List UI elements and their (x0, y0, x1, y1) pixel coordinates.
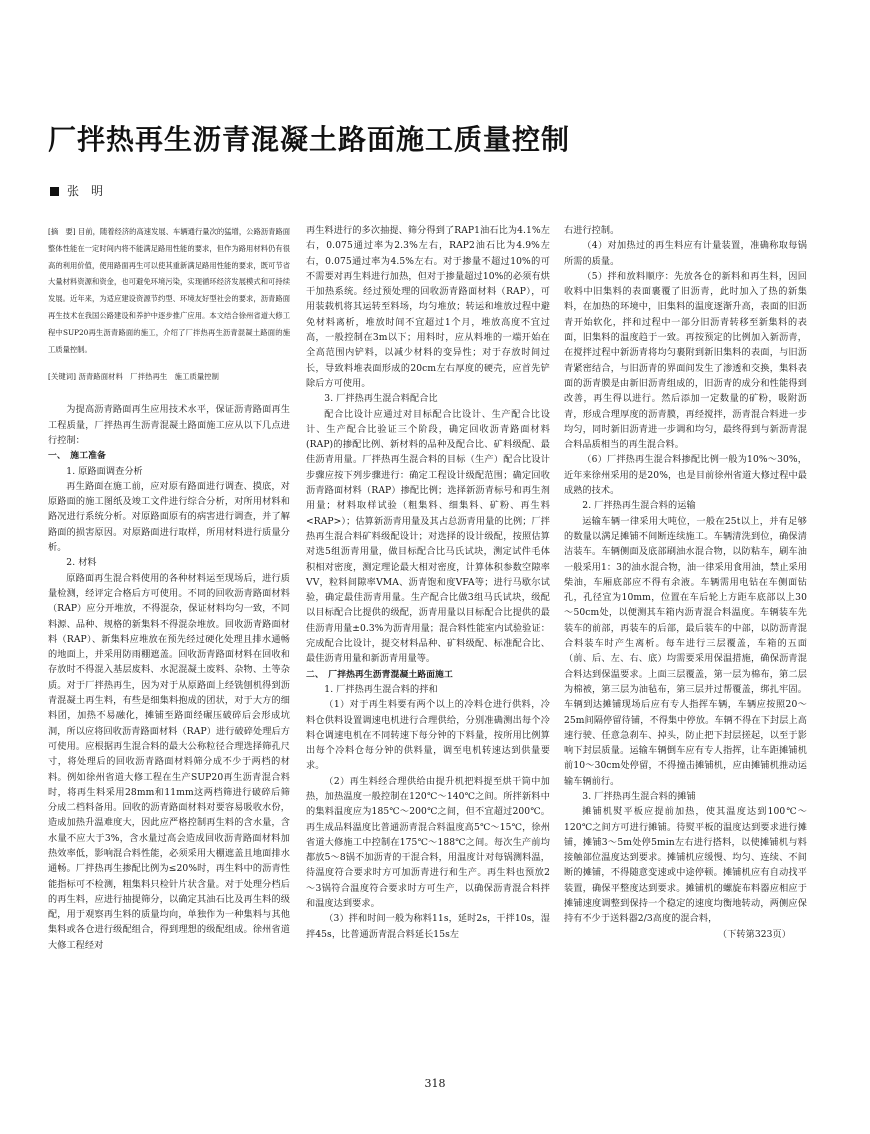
paragraph-paving: 摊铺机熨平板应提前加热，使其温度达到100℃～120℃之间方可进行摊铺。待熨平板的温度达到要求进行摊铺，摊铺3～5m处停5min左右进行搭料，以使摊铺机与料接触部位温度达到要求。摊铺机应缓慢、均匀、连续、不间断的摊铺，不得随意变速或中途停顿。摊铺机应有自动找平装置，确保平整度达到要求。摊铺机的螺旋布料器应相应于摊铺速度调整到保持一个稳定的速度均衡地转动，两侧应保持有不少于送料器2/3高度的混合料， (564, 807, 807, 925)
paragraph-mixing-5: （5）拌和放料顺序：先放各仓的新料和再生料，因回收料中旧集料的表面裹覆了旧沥青，此时加入了热的新集料，在加热的环境中，旧集料的温度逐渐升高，表面的旧沥青开始软化，拌和过程中一部分旧沥青转移至新集料的表面，旧集料的温度趋于一致。再按预定的比例加入新沥青，在搅拌过程中新沥青将均匀裹附到新旧集料的表面，与旧沥青紧密结合，与旧沥青的界面间发生了渗透和交换，集料表面的沥青膜是由新旧沥青组成的，旧沥青的成分和性能得到改善，再生得以进行。然后添加一定数量的矿粉，吸附沥青，形成合理厚度的沥青膜，再经搅拌，沥青混合料进一步均匀，同时新旧沥青进一步调和均匀，最终得到与新沥青混合料品质相当的再生混合料。 (564, 271, 807, 451)
paragraph-mixing-4: （4）对加热过的再生料应有计量装置，准确称取每锅所需的质量。 (564, 241, 807, 267)
paragraph-mixing-3-continued: 右进行控制。 (564, 226, 620, 236)
author-name: 张 明 (67, 184, 104, 198)
subheading-material: 2. 材料 (66, 558, 97, 569)
paragraph-transport: 运输车辆一律采用大吨位，一般在25t以上，并有足够的数量以满足摊铺不间断连续施工。车辆清洗到位，确保清洁装车。车辆侧面及底部刷油水混合物，以防粘车，刷车油一般采用1：3的油水混合物，油一律采用食用油，禁止采用柴油，车厢底部应不得有余液。车辆需用电钻在车侧面钻孔，孔径宜为10mm，位置在车后轮上方距车底部以上30～50cm处，以便测其车箱内沥青混合料温度。车辆装车先装车的前部，再装车的后部，最后装车的中部，以防沥青混合料装车时产生离析。每车进行三层覆盖，车箱的五面（前、后、左、右、底）均需要采用保温措施，确保沥青混合料达到保温要求。上面三层覆盖，第一层为棉布，第二层为棉被，第三层为油毡布，第三层并过帮覆盖，绑扎牢固。车辆到达摊铺现场后应有专人指挥车辆，车辆应按照20～25m间隔停留待铺，不得集中停放。车辆不得在下封层上高速行驶、任意急刹车、掉头，防止把下封层搓起，以至于影响下封层质量。运输车辆倒车应有专人指挥，让车距摊铺机前10～30cm处停留，不得撞击摊铺机，应由摊铺机推动运输车辆前行。 (564, 516, 807, 787)
column-1 (48, 224, 290, 954)
intro-paragraph: 为提高沥青路面再生应用技术水平，保证沥青路面再生工程质量，厂拌热再生沥青混凝土路面施工应从以下几点进行控制： (48, 405, 290, 446)
paragraph-mixing-6: （6）厂拌热再生混合料掺配比例一般为10%～30%，近年来徐州采用的是20%，也是目前徐州省道大修过程中最成熟的技术。 (564, 455, 807, 497)
paragraph-mixing-2: （2）再生料经合理供给由提升机把料提至烘干筒中加热，加热温度一般控制在120℃～140℃之间。所拌新料中的集料温度应为185℃～200℃之间，但不宜超过200℃。再生成品料温度比普通沥青混合料温度高5℃～15℃，徐州省道大修施工中控制在175℃～188℃之间。每次生产前均都放5～8锅不加沥青的干混合料，用温度计对每锅测料温，待温度符合要求时方可加沥青进行和生产。再生料也预放2～3锅符合温度符合要求时方可生产，以确保沥青混合料拌和温度达到要求。 (306, 776, 550, 910)
bullet-square-icon (50, 187, 59, 196)
paragraph-mixing-1: （1）对于再生料要有两个以上的冷料仓进行供料，冷料仓供料设置调速电机进行合理供给，分别准确测出每个冷料仓调速电机在不同转速下每分钟的下料量，按所用比例算出每个冷料仓每分钟的供料量，调至电机转速达到供量要求。 (306, 700, 550, 772)
keywords (48, 369, 290, 385)
page-title: 厂拌热再生沥青混凝土路面施工质量控制 (48, 123, 571, 156)
paragraph-survey: 再生路面在施工前，应对原有路面进行调查、摸底，对原路面的施工图纸及竣工文件进行综合分析，对所用材料和路况进行系统分析。对原路面原有的病害进行调查，并了解路面的损害原因。对原路面进行取样，所用材料进行质量分析。 (48, 481, 290, 554)
paragraph-material-continued: 再生料进行的多次抽提、筛分得到了RAP1油石比为4.1%左右，0.075通过率为2.3%左右，RAP2油石比为4.9%左右，0.075通过率为4.5%左右。对于掺量不超过10%的可不需要对再生料进行加热，但对于掺量超过10%的必须有烘干加热系统。经过预处理的回收沥青路面材料（RAP），可用装载机将其运转至料场，均匀堆放；转运和堆放过程中避免材料离析，堆放时间不宜超过1个月，堆放高度不宜过高，一般控制在3m以下；用料时，应从料堆的一端开始在全高范围内铲料，以减少材料的变异性；对于存放时间过长，导致料堆表面形成的20cm左右厚度的硬壳，应首先铲除后方可使用。 (306, 226, 550, 389)
subheading-paving: 3. 厂拌热再生混合料的摊铺 (582, 791, 696, 802)
author-line (50, 181, 103, 201)
paragraph-mix-design: 配合比设计应通过对目标配合比设计、生产配合比设计、生产配合比验证三个阶段，确定回收沥青路面材料(RAP)的掺配比例、新材料的品种及配合比、矿料级配、最佳沥青用量。厂拌热再生混合料的目标（生产）配合比设计步骤应按下列步骤进行：确定工程设计级配范围；确定回收沥青路面材料（RAP）掺配比例；选择新沥青标号和再生剂用量；材料取样试验（粗集料、细集料、矿粉、再生料<RAP>）；估算新沥青用量及其占总沥青用量的比例；厂拌热再生混合料矿料级配设计；对选择的设计级配，按照估算对选5组沥青用量，做目标配合比马氏试块，测定试件毛体积相对密度，测定理论最大相对密度，计算体积参数空隙率VV，粒料间隙率VMA、沥青饱和度VFA等；进行马歇尔试验，确定最佳沥青用量。生产配合比做3组马氏试块，级配以目标配合比提供的级配，沥青用量以目标配合比提供的最佳沥青用量±0.3%为沥青用量；混合料性能室内试验验证：完成配合比设计，提交材料品种、矿料级配、标准配合比、最佳沥青用量和新沥青用量等。 (306, 409, 550, 665)
subheading-transport: 2. 厂拌热再生混合料的运输 (582, 501, 696, 512)
paragraph-material: 原路面再生混合料使用的各种材料运至现场后，进行质量检测，经评定合格后方可使用。不同的回收沥青路面材料（RAP）应分开堆放，不得混杂，保证材料均匀一致，不同料源、品种、规格的新集料不得混杂堆放。回收沥青路面材料（RAP）、新集料应堆放在预先经过硬化处理且排水通畅的地面上，并采用防雨棚遮盖。回收沥青路面材料在回收和存放时不得混入基层废料、水泥混凝土废料、杂物、土等杂质。对于厂拌热再生，因为对于从原路面上经铣刨机得到沥青混凝土再生料，有些是细集料抱成的团状，对于大方的细料团，加热不易融化，摊铺至路面经碾压破碎后会形成坑洞，所以应将回收沥青路面材料（RAP）进行破碎处理后方可使用。应根据再生混合料的最大公称粒径合理选择筛孔尺寸，将处理后的回收沥青路面材料筛分成不少于两档的材料。例如徐州省道大修工程在生产SUP20再生沥青混合料时，将再生料采用28mm和11mm这两档筛进行破碎后筛分成二档料备用。回收的沥青路面材料对要容易吸收水份，造成加热升温难度大，因此应严格控制再生料的含水量，含水量不应大于3%，含水量过高会造成回收沥青路面材料加热效率低，影响混合料性能，必须采用大棚遮盖且地面排水通畅。厂拌热再生掺配比例为≤20%时，再生料中的沥青性能指标可不检测，粗集料只检针片状含量。对于处理分档后的再生料，应进行抽提筛分，以确定其油石比及再生料的级配，用于观察再生料的质量均向，单独作为一种集料与其他集料或各仓进行级配组合，得到理想的级配组成。徐州省道大修工程经对 (48, 573, 290, 951)
abstract-tag: [摘 要] (48, 227, 76, 236)
page-number: 318 (424, 1077, 446, 1090)
section-heading-construction: 二、 厂拌热再生沥青混凝土路面施工 (306, 669, 453, 680)
keywords-text: 沥青路面材料 厂拌热再生 施工质量控制 (78, 372, 220, 382)
continued-note: （下转第323页） (717, 929, 791, 940)
abstract-text: 目前，随着经济的高速发展、车辆通行量次的猛增，公路沥青路面整体性能在一定时间内将不能满足路用性能的要求，但作为路用材料仍有很高的利用价值，使用路面再生可以使其重新满足路用性能的要求，既可节省大量材料资源和资金，也可避免环境污染，实现循环经济发展模式和可持续发展。近年来，为适应建设资源节约型、环境友好型社会的要求，沥青路面再生技术在我国公路建设和养护中逐步推广应用。本文结合徐州省道大修工程中SUP20再生沥青路面的施工，介绍了厂拌热再生沥青混凝土路面的施工质量控制。 (48, 227, 291, 354)
subheading-survey: 1. 原路面调查分析 (66, 466, 143, 477)
section-heading-preparation: 一、 施工准备 (48, 451, 106, 462)
subheading-mix-design: 3. 厂拌热再生混合料配合比 (324, 394, 438, 405)
column-3 (564, 224, 807, 943)
subheading-mixing: 1. 厂拌热再生混合料的拌和 (324, 684, 438, 695)
keywords-tag: [关键词] (48, 372, 77, 382)
column-2 (306, 224, 550, 943)
abstract (48, 224, 290, 358)
paragraph-mixing-3: （3）拌和时间一般为称料11s，延时2s，干拌10s，湿拌45s，比普通沥青混合料延长15s左 (306, 914, 550, 940)
